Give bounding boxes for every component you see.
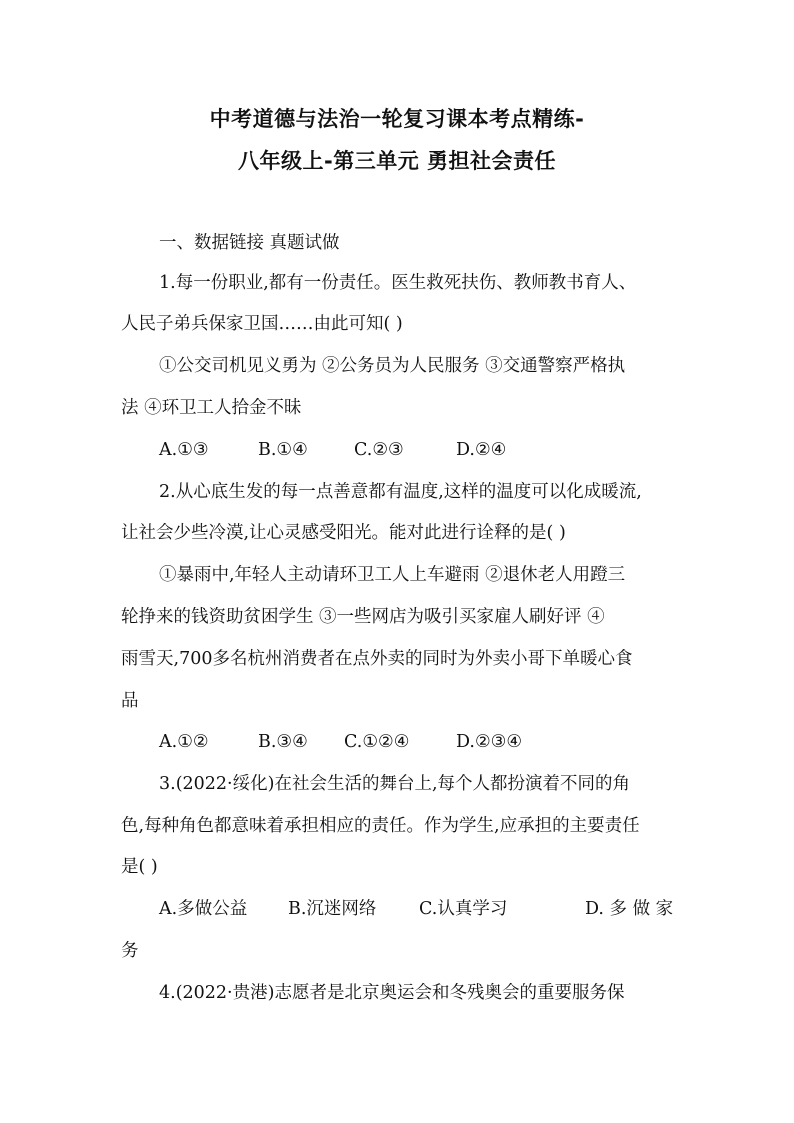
question-2-option-a: A.①②: [159, 732, 209, 752]
question-4-stem-line-1: 4.(2022·贵港)志愿者是北京奥运会和冬残奥会的重要服务保: [159, 983, 625, 1003]
question-3-stem-line-2: 色,每种角色都意味着承担相应的责任。作为学生,应承担的主要责任: [121, 816, 640, 836]
question-3-option-d-continuation: 务: [121, 941, 139, 961]
question-3-stem-line-1: 3.(2022·绥化)在社会生活的舞台上,每个人都扮演着不同的角: [159, 774, 631, 794]
question-3-option-a: A.多做公益: [159, 899, 248, 919]
question-3-options: [159, 898, 673, 920]
section-heading: 一、数据链接 真题试做: [159, 233, 340, 253]
question-3-stem-line-3: 是( ): [121, 857, 158, 877]
document-title-line-2: 八年级上-第三单元 勇担社会责任: [237, 149, 557, 173]
question-2-options: [159, 731, 522, 753]
question-1-stem-line-2: 人民子弟兵保家卫国……由此可知( ): [121, 314, 403, 334]
question-2-items-line-3: 雨雪天,700多名杭州消费者在点外卖的同时为外卖小哥下单暖心食: [121, 649, 633, 669]
question-2-items-line-2: 轮挣来的钱资助贫困学生 ③一些网店为吸引买家雇人刷好评 ④: [121, 607, 605, 627]
question-2-option-b: B.③④: [258, 732, 308, 752]
question-3-option-c: C.认真学习: [419, 899, 508, 919]
question-2-items-line-1: ①暴雨中,年轻人主动请环卫工人上车避雨 ②退休老人用蹬三: [159, 565, 626, 585]
question-2-option-d: D.②③④: [456, 732, 523, 752]
question-3-option-d: D. 多 做 家: [585, 899, 674, 919]
question-2-items-line-4: 品: [121, 691, 139, 711]
question-1-option-b: B.①④: [258, 440, 308, 460]
question-1-items-line-2: 法 ④环卫工人拾金不昧: [121, 398, 302, 418]
question-2-stem-line-2: 让社会少些冷漠,让心灵感受阳光。能对此进行诠释的是( ): [121, 523, 566, 543]
question-1-option-d: D.②④: [456, 440, 507, 460]
question-1-options: [159, 439, 506, 461]
document-title-line-1: 中考道德与法治一轮复习课本考点精练-: [209, 107, 585, 131]
question-2-stem-line-1: 2.从心底生发的每一点善意都有温度,这样的温度可以化成暖流,: [159, 482, 642, 502]
question-2-option-c: C.①②④: [344, 732, 410, 752]
question-1-option-c: C.②③: [354, 440, 404, 460]
question-1-option-a: A.①③: [159, 440, 209, 460]
question-1-stem-line-1: 1.每一份职业,都有一份责任。医生救死扶伤、教师教书育人、: [159, 273, 637, 293]
question-1-items-line-1: ①公交司机见义勇为 ②公务员为人民服务 ③交通警察严格执: [159, 356, 626, 376]
question-3-option-b: B.沉迷网络: [288, 899, 377, 919]
